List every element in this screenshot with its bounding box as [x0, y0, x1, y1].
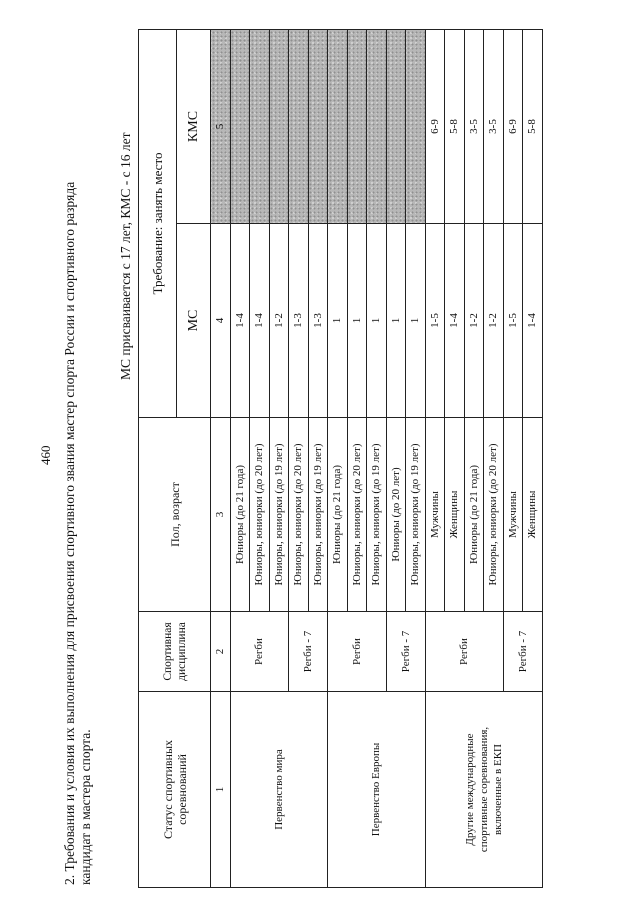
ms-cell: 1-5 — [425, 224, 445, 418]
ms-cell: 1 — [328, 224, 348, 418]
gender-age-cell: Женщины — [445, 418, 465, 612]
heading-line-2: кандидат в мастера спорта. — [78, 729, 93, 885]
table-row — [328, 29, 348, 887]
kms-cell-shaded — [250, 29, 270, 223]
kms-cell-shaded — [386, 29, 406, 223]
header-gender-age: Пол, возраст — [139, 418, 211, 612]
kms-cell-shaded — [230, 29, 250, 223]
ms-cell: 1-5 — [503, 224, 523, 418]
index-cell: 4 — [211, 224, 231, 418]
kms-cell-shaded — [367, 29, 387, 223]
gender-age-cell: Юниоры (до 21 года) — [230, 418, 250, 612]
status-cell: Другие международные спортивные соревнования, включенные в ЕКП — [425, 692, 542, 888]
ms-cell: 1-4 — [250, 224, 270, 418]
ms-cell: 1-4 — [230, 224, 250, 418]
status-cell: Первенство Европы — [328, 692, 426, 888]
index-cell: 1 — [211, 692, 231, 888]
ms-cell: 1-4 — [445, 224, 465, 418]
index-cell: 2 — [211, 612, 231, 692]
kms-cell: 6-9 — [503, 29, 523, 223]
ms-cell: 1-2 — [464, 224, 484, 418]
gender-age-cell: Юниоры, юниорки (до 19 лет) — [269, 418, 289, 612]
ms-cell: 1-2 — [269, 224, 289, 418]
award-age-note: МС присваивается с 17 лет, КМС - с 16 лет — [118, 132, 133, 380]
discipline-cell: Регби - 7 — [386, 612, 425, 692]
index-cell: 3 — [211, 418, 231, 612]
gender-age-cell: Мужчины — [503, 418, 523, 612]
header-discipline: Спортивная дисциплина — [139, 612, 211, 692]
gender-age-cell: Юниоры, юниорки (до 19 лет) — [406, 418, 426, 612]
gender-age-cell: Юниоры, юниорки (до 19 лет) — [367, 418, 387, 612]
kms-cell-shaded — [269, 29, 289, 223]
header-kms: КМС — [177, 29, 211, 223]
gender-age-cell: Юниоры, юниорки (до 20 лет) — [250, 418, 270, 612]
gender-age-cell: Юниоры (до 21 года) — [328, 418, 348, 612]
ms-cell: 1-4 — [523, 224, 543, 418]
kms-cell-shaded — [406, 29, 426, 223]
ms-cell: 1-3 — [289, 224, 309, 418]
header-ms: МС — [177, 224, 211, 418]
gender-age-cell: Юниоры, юниорки (до 19 лет) — [308, 418, 328, 612]
gender-age-cell: Юниоры (до 21 года) — [464, 418, 484, 612]
discipline-cell: Регби — [230, 612, 289, 692]
status-cell: Первенство мира — [230, 692, 328, 888]
header-status: Статус спортивных соревнований — [139, 692, 211, 888]
gender-age-cell: Юниоры (до 20 лет) — [386, 418, 406, 612]
kms-cell: 5-8 — [445, 29, 465, 223]
kms-cell: 3-5 — [464, 29, 484, 223]
gender-age-cell: Юниоры, юниорки (до 20 лет) — [484, 418, 504, 612]
index-row — [211, 29, 231, 887]
gender-age-cell: Юниоры, юниорки (до 20 лет) — [347, 418, 367, 612]
gender-age-cell: Женщины — [523, 418, 543, 612]
gender-age-cell: Мужчины — [425, 418, 445, 612]
kms-cell-shaded — [289, 29, 309, 223]
gender-age-cell: Юниоры, юниорки (до 20 лет) — [289, 418, 309, 612]
discipline-cell: Регби - 7 — [503, 612, 542, 692]
discipline-cell: Регби — [425, 612, 503, 692]
ms-cell: 1 — [406, 224, 426, 418]
header-requirement: Требование: занять место — [139, 29, 177, 417]
ms-cell: 1 — [347, 224, 367, 418]
discipline-cell: Регби - 7 — [289, 612, 328, 692]
kms-cell: 3-5 — [484, 29, 504, 223]
kms-cell: 6-9 — [425, 29, 445, 223]
ms-cell: 1 — [367, 224, 387, 418]
table-row — [230, 29, 250, 887]
ms-cell: 1 — [386, 224, 406, 418]
ms-cell: 1-2 — [484, 224, 504, 418]
heading-line-1: 2. Требования и условия их выполнения для присвоения спортивного звания мастер спорта России и спортивного разряда — [62, 181, 77, 885]
requirements-table — [138, 29, 543, 888]
index-cell: 5 — [211, 29, 231, 223]
table-row — [425, 29, 445, 887]
section-heading — [62, 65, 94, 885]
ms-cell: 1-3 — [308, 224, 328, 418]
discipline-cell: Регби — [328, 612, 387, 692]
kms-cell-shaded — [328, 29, 348, 223]
page-number: 460 — [38, 445, 53, 465]
kms-cell-shaded — [347, 29, 367, 223]
kms-cell: 5-8 — [523, 29, 543, 223]
kms-cell-shaded — [308, 29, 328, 223]
